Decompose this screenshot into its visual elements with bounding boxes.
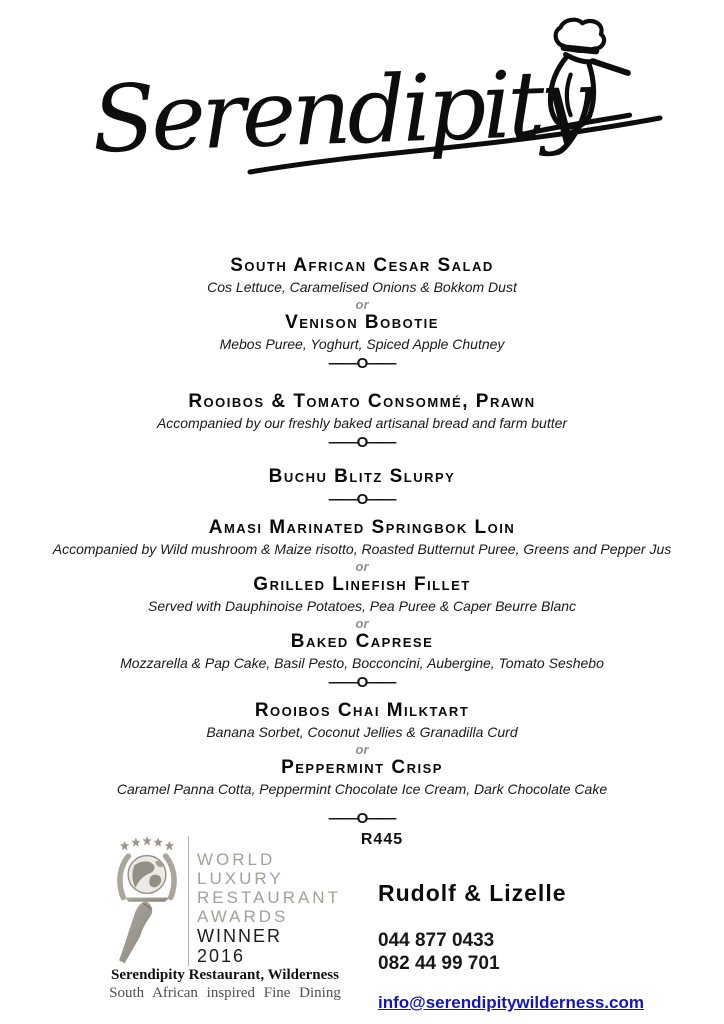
restaurant-name: Serendipity Restaurant, Wilderness bbox=[111, 967, 339, 983]
award-winner-line: WINNER bbox=[197, 926, 282, 946]
or-separator: or bbox=[355, 559, 369, 574]
award-line: WORLD bbox=[197, 850, 276, 869]
award-logo-block bbox=[112, 836, 341, 966]
dish-description: Cos Lettuce, Caramelised Onions & Bokkom Dust bbox=[207, 279, 517, 295]
dish-name: Baked Caprese bbox=[290, 631, 434, 652]
dish-name: Rooibos & Tomato Consommé, Prawn bbox=[188, 391, 536, 412]
restaurant-logo-script: Serendipity bbox=[90, 49, 591, 174]
dish-description: Accompanied by our freshly baked artisanal bread and farm butter bbox=[156, 415, 568, 431]
course-divider: ——O—— bbox=[328, 434, 396, 451]
contact-block bbox=[378, 880, 644, 1013]
dish-name: Rooibos Chai Milktart bbox=[254, 700, 470, 721]
award-line: LUXURY bbox=[197, 869, 284, 888]
award-line: RESTAURANT bbox=[197, 888, 341, 907]
hosts-names: Rudolf & Lizelle bbox=[378, 880, 567, 906]
phone-numbers bbox=[378, 929, 644, 975]
course-divider: ——O—— bbox=[328, 491, 396, 508]
dish-description: Caramel Panna Cotta, Peppermint Chocolate Ice Cream, Dark Chocolate Cake bbox=[116, 781, 608, 797]
or-separator: or bbox=[355, 616, 369, 631]
or-separator: or bbox=[355, 297, 369, 312]
chef-hat-bird-icon bbox=[515, 12, 633, 139]
dish-description: Accompanied by Wild mushroom & Maize risotto, Roasted Butternut Puree, Greens and Pepper Jus bbox=[52, 541, 672, 557]
dish-description: Mebos Puree, Yoghurt, Spiced Apple Chutney bbox=[219, 336, 505, 352]
laurel-globe-hand-award-icon bbox=[112, 836, 182, 966]
dish-name: Peppermint Crisp bbox=[281, 757, 443, 778]
logo-area bbox=[0, 0, 724, 250]
dish-name: South African Cesar Salad bbox=[230, 255, 494, 276]
phone-number: 082 44 99 701 bbox=[378, 953, 500, 974]
award-line: AWARDS bbox=[197, 907, 289, 926]
award-year-line: 2016 bbox=[197, 946, 246, 966]
award-text-block bbox=[188, 836, 341, 966]
course-divider: ——O—— bbox=[328, 355, 396, 372]
dish-description: Banana Sorbet, Coconut Jellies & Granadilla Curd bbox=[206, 724, 518, 740]
dish-name: Buchu Blitz Slurpy bbox=[268, 466, 456, 487]
dish-name: Venison Bobotie bbox=[285, 312, 439, 333]
dish-description: Served with Dauphinoise Potatoes, Pea Puree & Caper Beurre Blanc bbox=[147, 598, 577, 614]
menu-price: R445 bbox=[360, 831, 404, 848]
phone-number: 044 877 0433 bbox=[378, 930, 495, 951]
email-link[interactable]: info@serendipitywilderness.com bbox=[378, 993, 644, 1012]
dish-name: Grilled Linefish Fillet bbox=[253, 574, 471, 595]
course-divider: ——O—— bbox=[328, 810, 396, 827]
menu-body bbox=[0, 255, 724, 849]
dish-description: Mozzarella & Pap Cake, Basil Pesto, Bocconcini, Aubergine, Tomato Seshebo bbox=[120, 655, 604, 671]
restaurant-identity bbox=[100, 966, 350, 1002]
restaurant-tagline: South African inspired Fine Dining bbox=[109, 985, 341, 1001]
course-divider: ——O—— bbox=[328, 674, 396, 691]
dish-name: Amasi Marinated Springbok Loin bbox=[208, 517, 516, 538]
or-separator: or bbox=[355, 742, 369, 757]
